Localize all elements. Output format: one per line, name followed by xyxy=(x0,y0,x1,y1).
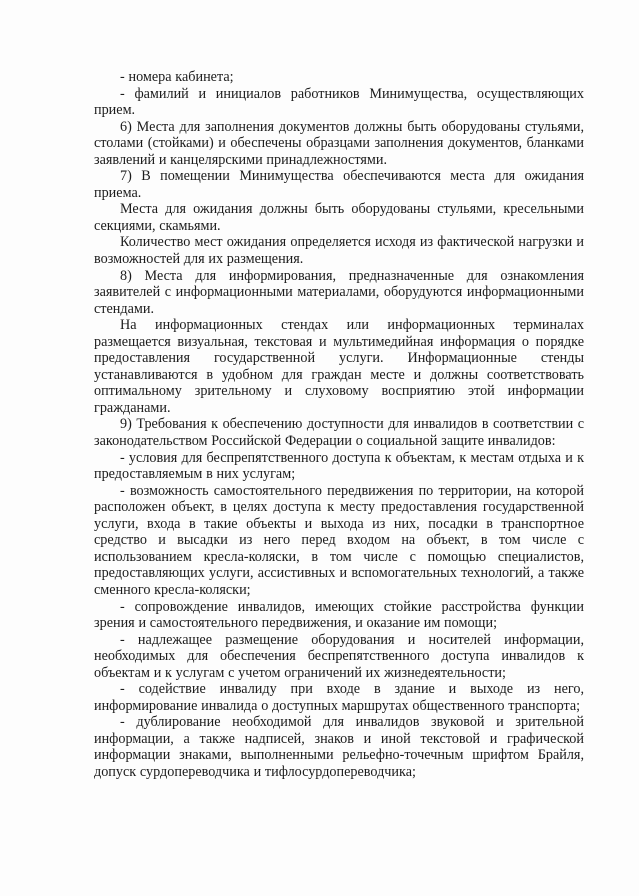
list-item-duplication: - дублирование необходимой для инвалидов звуковой и зрительной информации, а также надписей, знаков и иной текстовой и графической информации знаками, выполненными рельефно-точечным шрифтом Брайля, допуск сурдопереводчика и тифлосурдопереводчика; xyxy=(94,714,584,780)
list-item-equipment-placement: - надлежащее размещение оборудования и носителей информации, необходимых для обеспечения беспрепятственного доступа инвалидов к объектам и к услугам с учетом ограничений их жизнедеятельности; xyxy=(94,631,584,681)
list-item-access-conditions: - условия для беспрепятственного доступа к объектам, к местам отдыха и к предоставляемым в них услугам; xyxy=(94,449,584,483)
list-item-escort: - сопровождение инвалидов, имеющих стойкие расстройства функции зрения и самостоятельного передвижения, и оказание им помощи; xyxy=(94,598,584,632)
paragraph-8-information-places: 8) Места для информирования, предназначенные для ознакомления заявителей с информационными материалами, оборудуются информационными стендами. xyxy=(94,267,584,317)
paragraph-information-stands: На информационных стендах или информационных терминалах размещается визуальная, текстовая и мультимедийная информация о порядке предоставления государственной услуги. Информационные стенды устанавливаются в удобном для граждан месте и должны соответствовать оптимальному зрительному и слуховому восприятию этой информации гражданами. xyxy=(94,317,584,416)
list-item-staff-names: - фамилий и инициалов работников Минимущества, осуществляющих прием. xyxy=(94,85,584,119)
paragraph-6-document-filling: 6) Места для заполнения документов должны быть оборудованы стульями, столами (стойками) и обеспечены образцами заполнения документов, бланками заявлений и канцелярскими принадлежностями. xyxy=(94,118,584,168)
paragraph-waiting-equipment: Места для ожидания должны быть оборудованы стульями, кресельными секциями, скамьями. xyxy=(94,201,584,234)
list-item-room-number: - номера кабинета; xyxy=(120,69,234,85)
document-body xyxy=(94,69,584,781)
list-item-movement: - возможность самостоятельного передвижения по территории, на которой расположен объект, в целях доступа к месту предоставления государственной услуги, входа в такие объекты и выхода из них, посадки в транспортное средство и высадки из него перед входом на объект, в том числе с использованием кресла-коляски, в том числе с помощью специалистов, предоставляющих услуги, ассистивных и вспомогательных технологий, а также сменного кресла-коляски; xyxy=(94,482,584,598)
paragraph-7-waiting-places: 7) В помещении Минимущества обеспечиваются места для ожидания приема. xyxy=(94,168,584,201)
list-item-assistance: - содействие инвалиду при входе в здание и выходе из него, информирование инвалида о доступных маршрутах общественного транспорта; xyxy=(94,681,584,714)
paragraph-9-accessibility: 9) Требования к обеспечению доступности для инвалидов в соответствии с законодательством Российской Федерации о социальной защите инвалидов: xyxy=(94,416,584,450)
paragraph-waiting-count: Количество мест ожидания определяется исходя из фактической нагрузки и возможностей для их размещения. xyxy=(94,234,584,268)
